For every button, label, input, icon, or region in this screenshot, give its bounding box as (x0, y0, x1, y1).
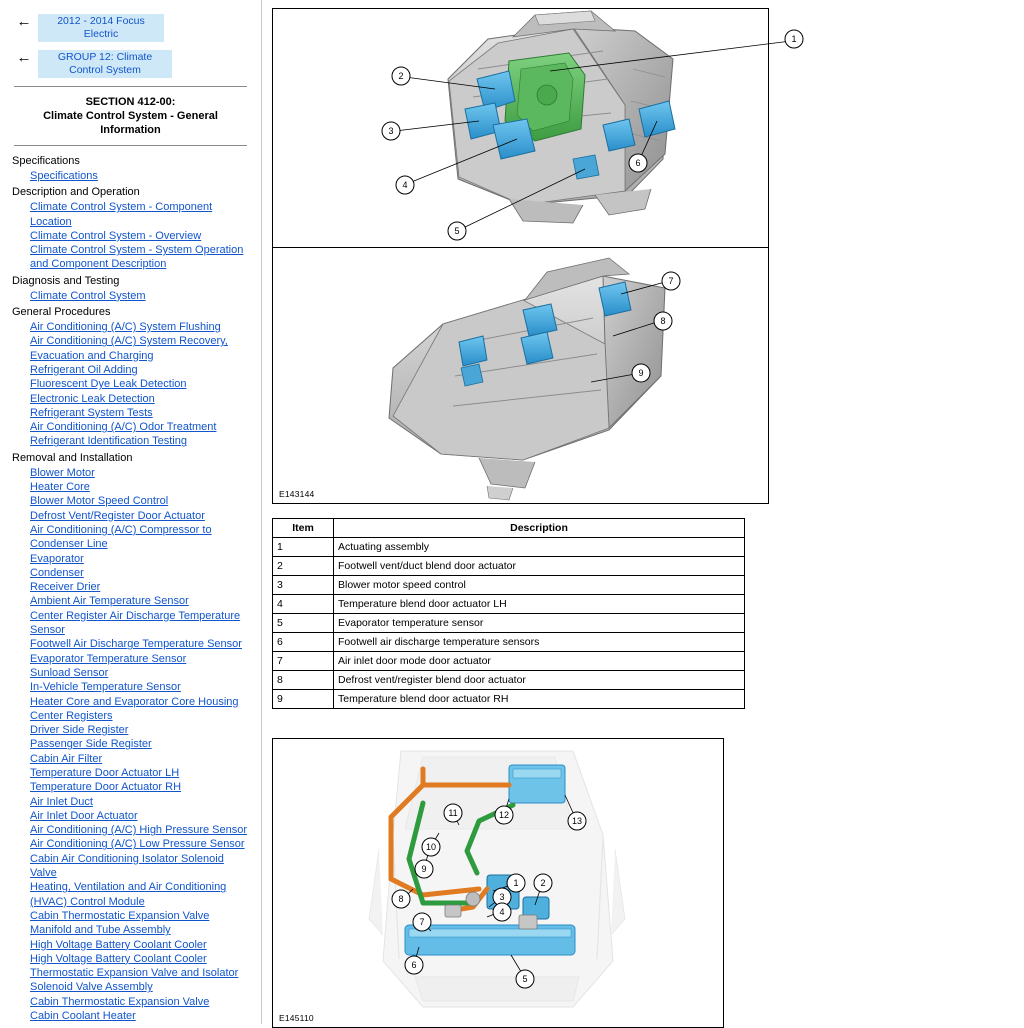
breadcrumb (6, 8, 255, 78)
toc-link-component-location[interactable]: Climate Control System - Component Location (30, 201, 213, 228)
toc-link-overview[interactable]: Climate Control System - Overview (30, 229, 202, 242)
cell-item: 2 (273, 557, 334, 576)
document-content (262, 0, 1024, 1024)
cell-description: Footwell vent/duct blend door actuator (334, 557, 745, 576)
callout-1: 1 (791, 34, 797, 44)
hvac-housing-illustration (273, 9, 797, 247)
cell-item: 5 (273, 614, 334, 633)
table-row (273, 633, 745, 652)
cell-description: Defrost vent/register blend door actuator (334, 671, 745, 690)
page-title (6, 87, 255, 145)
callout-9: 9 (638, 368, 644, 378)
page-title-line2: Climate Control System - General (43, 110, 218, 122)
toc-link-hvac-module[interactable]: Heating, Ventilation and Air Conditioning (HVAC) Control Module (30, 881, 227, 908)
toc-link-ambient-sensor[interactable]: Ambient Air Temperature Sensor (30, 595, 189, 608)
callout-12: 12 (498, 810, 510, 820)
callout-8: 8 (660, 316, 666, 326)
toc-link-passenger-register[interactable]: Passenger Side Register (30, 738, 152, 751)
callout-5b: 5 (522, 974, 528, 984)
callout-7: 7 (668, 276, 674, 286)
toc-link-refrigerant-id[interactable]: Refrigerant Identification Testing (30, 435, 187, 448)
callout-6b: 6 (411, 960, 417, 970)
toc-link-evaporator-sensor[interactable]: Evaporator Temperature Sensor (30, 652, 187, 665)
toc-link-air-inlet-duct[interactable]: Air Inlet Duct (30, 795, 93, 808)
toc-link-hv-coolant-txv[interactable]: High Voltage Battery Coolant Cooler Thermostatic Expansion Valve and Isolator Solenoid Valve Assembly (30, 952, 239, 994)
table-row (273, 557, 745, 576)
toc-link-cabin-txv[interactable]: Cabin Thermostatic Expansion Valve (30, 995, 210, 1008)
callout-4b: 4 (499, 907, 505, 917)
cell-item: 9 (273, 690, 334, 709)
callout-11: 11 (448, 808, 458, 818)
table-row (273, 595, 745, 614)
toc-group: General Procedures (12, 306, 111, 319)
figure-code-top: E143144 (279, 489, 315, 499)
callout-8b: 8 (398, 894, 404, 904)
toc-link-sunload-sensor[interactable]: Sunload Sensor (30, 666, 109, 679)
toc-group: Removal and Installation (12, 451, 133, 464)
cell-item: 3 (273, 576, 334, 595)
toc-link-invehicle-sensor[interactable]: In-Vehicle Temperature Sensor (30, 681, 181, 694)
table-row (273, 538, 745, 557)
hvac-housing-rear-illustration (273, 248, 768, 502)
divider-bottom (14, 145, 247, 146)
toc-link-footwell-sensor[interactable]: Footwell Air Discharge Temperature Sensor (30, 638, 242, 651)
column-header-item: Item (273, 519, 334, 538)
callout-10: 10 (425, 842, 437, 852)
toc-link-txv-manifold[interactable]: Cabin Thermostatic Expansion Valve Manifold and Tube Assembly (30, 909, 210, 937)
toc-link-temp-door-rh[interactable]: Temperature Door Actuator RH (30, 781, 182, 794)
cell-description: Blower motor speed control (334, 576, 745, 595)
callout-6: 6 (635, 158, 641, 168)
cell-description: Footwell air discharge temperature sensors (334, 633, 745, 652)
toc-link-condenser[interactable]: Condenser (30, 566, 84, 579)
back-arrow-icon-group[interactable]: ← (16, 49, 32, 66)
table-row (273, 576, 745, 595)
page-title-line1: SECTION 412-00: (85, 96, 176, 108)
cell-description: Temperature blend door actuator RH (334, 690, 745, 709)
cell-description: Evaporator temperature sensor (334, 614, 745, 633)
toc-group: Description and Operation (12, 186, 140, 199)
toc-link-receiver-drier[interactable]: Receiver Drier (30, 581, 101, 594)
figure-hvac-housing-rear (272, 248, 769, 504)
cell-description: Temperature blend door actuator LH (334, 595, 745, 614)
breadcrumb-item-vehicle[interactable] (10, 14, 251, 42)
callout-5: 5 (454, 226, 460, 236)
toc-link-driver-register[interactable]: Driver Side Register (30, 724, 129, 737)
cell-item: 7 (273, 652, 334, 671)
callout-9b: 9 (421, 864, 427, 874)
callout-2: 2 (398, 71, 404, 81)
toc-group: Specifications (12, 155, 80, 167)
figure-underhood-routing (272, 738, 724, 1028)
cell-item: 6 (273, 633, 334, 652)
toc-link-blower-speed-control[interactable]: Blower Motor Speed Control (30, 495, 169, 508)
toc-link-climate-control-system[interactable]: Climate Control System (30, 289, 146, 302)
toc-link-air-inlet-actuator[interactable]: Air Inlet Door Actuator (30, 809, 138, 822)
table-row (273, 614, 745, 633)
toc-link-specifications[interactable]: Specifications (30, 170, 98, 182)
cell-item: 8 (273, 671, 334, 690)
callout-3: 3 (388, 126, 394, 136)
table-row (273, 671, 745, 690)
toc-link-system-operation[interactable]: Climate Control System - System Operation and Component Description (30, 244, 244, 271)
toc-link-electronic-leak[interactable]: Electronic Leak Detection (30, 392, 155, 405)
underhood-illustration (273, 739, 723, 1027)
cell-item: 4 (273, 595, 334, 614)
toc-group: Diagnosis and Testing (12, 274, 120, 287)
toc-link-odor-treatment[interactable]: Air Conditioning (A/C) Odor Treatment (30, 421, 217, 434)
toc-link-heater-core[interactable]: Heater Core (30, 481, 90, 494)
toc-link-compressor-line[interactable]: Air Conditioning (A/C) Compressor to Condenser Line (30, 523, 212, 551)
callout-3b: 3 (499, 892, 505, 902)
toc-link-cabin-air-filter[interactable]: Cabin Air Filter (30, 752, 103, 765)
toc-link-refrigerant-oil[interactable]: Refrigerant Oil Adding (30, 363, 138, 376)
figure-hvac-housing-front (272, 8, 797, 248)
item-description-table (272, 518, 745, 709)
page-title-line3: Information (100, 124, 161, 136)
callout-2b: 2 (540, 878, 546, 888)
toc-link-cabin-coolant-heater[interactable]: Cabin Coolant Heater (30, 1010, 136, 1023)
callout-13: 13 (571, 816, 583, 826)
toc-link-evaporator[interactable]: Evaporator (30, 552, 84, 565)
toc-link-center-registers[interactable]: Center Registers (30, 709, 113, 722)
callout-4: 4 (402, 180, 408, 190)
toc-link-refrigerant-tests[interactable]: Refrigerant System Tests (30, 406, 153, 419)
column-header-description: Description (334, 519, 745, 538)
cell-description: Actuating assembly (334, 538, 745, 557)
toc-link-isolator-solenoid[interactable]: Cabin Air Conditioning Isolator Solenoid Valve (30, 852, 224, 880)
toc-link-core-housing[interactable]: Heater Core and Evaporator Core Housing (30, 695, 239, 708)
toc-link-hv-coolant-cooler[interactable]: High Voltage Battery Coolant Cooler (30, 938, 207, 951)
toc-link-ac-recovery[interactable]: Air Conditioning (A/C) System Recovery, Evacuation and Charging (30, 335, 228, 362)
breadcrumb-group-label[interactable]: GROUP 12: Climate Control System (38, 50, 172, 78)
toc-link-low-pressure-sensor[interactable]: Air Conditioning (A/C) Low Pressure Sensor (30, 838, 245, 851)
breadcrumb-vehicle-label[interactable]: 2012 - 2014 Focus Electric (38, 14, 164, 42)
toc-link-defrost-vent-actuator[interactable]: Defrost Vent/Register Door Actuator (30, 509, 205, 522)
toc-link-temp-door-lh[interactable]: Temperature Door Actuator LH (30, 766, 180, 779)
breadcrumb-item-group[interactable] (10, 50, 251, 78)
table-of-contents (6, 152, 255, 1023)
cell-item: 1 (273, 538, 334, 557)
sidebar (0, 0, 262, 1024)
table-header-row (273, 519, 745, 538)
toc-link-ac-flushing[interactable]: Air Conditioning (A/C) System Flushing (30, 321, 221, 334)
toc-link-blower-motor[interactable]: Blower Motor (30, 466, 95, 479)
table-row (273, 652, 745, 671)
table-row (273, 690, 745, 709)
callout-1b: 1 (513, 878, 519, 888)
toc-link-high-pressure-sensor[interactable]: Air Conditioning (A/C) High Pressure Sensor (30, 824, 248, 837)
toc-link-dye-leak[interactable]: Fluorescent Dye Leak Detection (30, 378, 187, 391)
cell-description: Air inlet door mode door actuator (334, 652, 745, 671)
back-arrow-icon[interactable]: ← (16, 13, 32, 30)
toc-link-center-register-sensor[interactable]: Center Register Air Discharge Temperature Sensor (30, 609, 241, 637)
figure-code-bottom: E145110 (279, 1013, 314, 1023)
callout-7b: 7 (419, 917, 425, 927)
